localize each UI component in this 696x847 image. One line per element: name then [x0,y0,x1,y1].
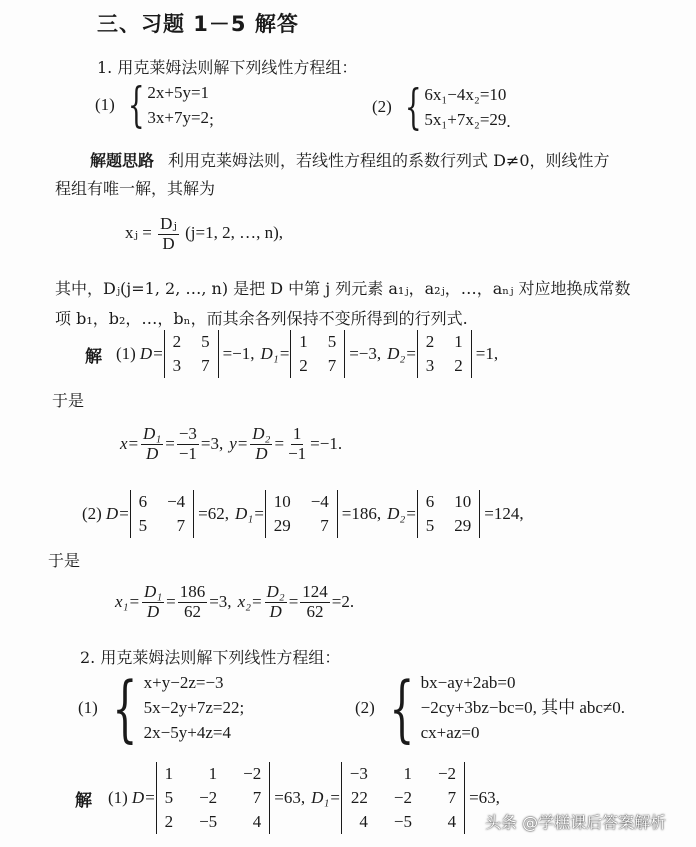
watermark: 头条 @学糕课后答案解析 [485,813,667,832]
problem-1-part-2 [372,79,511,135]
problem-2-part-1: (1) { x+y−2z=−3 5x−2y+7z=22; 2x−5y+4z=4 [78,665,245,750]
problem-2-part-2: (2) { bx−ay+2ab=0 −2cy+3bz−bc=0, 其中 abc≠0. cx+az=0 [355,665,626,750]
solution-1-part-2-determinants: (2) D= 6 −4 5 7 =62, D₁= 10 −4 29 7 =186, D₂= 6 10 5 29 =124, [82,490,524,538]
solution-1-part-1-result: x= $\frac{\text{D₁}}{D}$ = $\frac{-3}{-1}$ =3, y= $\frac{\text{D₂}}{D}$ = $\frac{1}{-1}$ =−1. [120,424,343,463]
determinant-D: 1 1 −2 5 −2 7 2 −5 4 [156,762,271,834]
equation: 6x₁−4x₂=10 [424,85,507,104]
determinant-D1: −3 1 −2 22 −2 7 4 −5 4 [341,762,465,834]
approach-heading: 解题思路 [90,151,155,170]
determinant-D: 6 −4 5 7 [130,490,195,538]
left-brace-icon: { [404,79,422,135]
section-title: 三、习题 1－5 解答 [97,12,299,36]
approach-line-2: 程组有唯一解，其解为 [55,179,216,198]
equation-system: { bx−ay+2ab=0 −2cy+3bz−bc=0, 其中 abc≠0. cx+az=0 [389,665,626,750]
determinant-D1: 1 5 2 7 [290,330,345,378]
equation: 2x+5y=1 [147,83,210,102]
punctuation: ; [209,110,214,129]
equation-system [398,79,511,135]
equation-system [121,77,214,133]
approach-line-1: 解题思路 利用克莱姆法则，若线性方程组的系数行列式 D≠0，则线性方 [90,151,610,170]
equation: 3x+7y=2 [147,108,210,127]
equation: 5x₁+7x₂=29 [424,110,507,129]
determinant-D: 2 5 3 7 [164,330,219,378]
part-label: (2) [372,97,392,116]
cramer-formula: xⱼ = $\frac{\text{Dⱼ}}{D}$ (j=1, 2, …, n), [125,214,283,253]
left-brace-icon: { [112,665,138,750]
problem-1-part-1 [95,77,214,133]
determinant-D2: 2 1 3 2 [417,330,472,378]
punctuation: . [506,112,511,131]
fraction: $\frac{\text{Dⱼ}}{D}$ [160,214,177,253]
solution-2-part-1-determinants: 解 (1) D= 1 1 −2 5 −2 7 2 −5 4 =63, D₁= −3 1 −2 22 −2 7 4 −5 4 =63, [75,762,500,834]
left-brace-icon: { [389,665,415,750]
explain-line-2: 项 b₁，b₂，…，bₙ，而其余各列保持不变所得到的行列式. [55,309,468,328]
problem-2-stem: 2. 用克莱姆法则解下列线性方程组： [80,648,341,667]
part-label: (1) [95,95,115,114]
equation-system: { x+y−2z=−3 5x−2y+7z=22; 2x−5y+4z=4 [112,665,245,750]
determinant-D1: 10 −4 29 7 [265,490,338,538]
solution-1-part-1-determinants: 解 (1) D= 2 5 3 7 =−1, D₁= 1 5 2 7 =−3, D₂= 2 1 3 2 =1, [85,330,498,378]
left-brace-icon: { [127,77,145,133]
explain-line-1: 其中，Dⱼ(j=1, 2, …, n) 是把 D 中第 j 列元素 a₁ⱼ，a₂ⱼ，…，aₙⱼ 对应地换成常数 [55,279,631,298]
solution-label: 解 [85,346,102,367]
problem-1-stem: 1. 用克莱姆法则解下列线性方程组： [97,58,358,77]
determinant-D2: 6 10 5 29 [417,490,481,538]
solution-1-part-2-result: x₁= $\frac{\text{D₁}}{D}$ = $\frac{186}{62}$ =3, x₂= $\frac{\text{D₂}}{D}$ = $\frac{124}{62}$ =2. [115,582,355,621]
then-label: 于是 [52,391,85,410]
then-label: 于是 [48,551,81,570]
